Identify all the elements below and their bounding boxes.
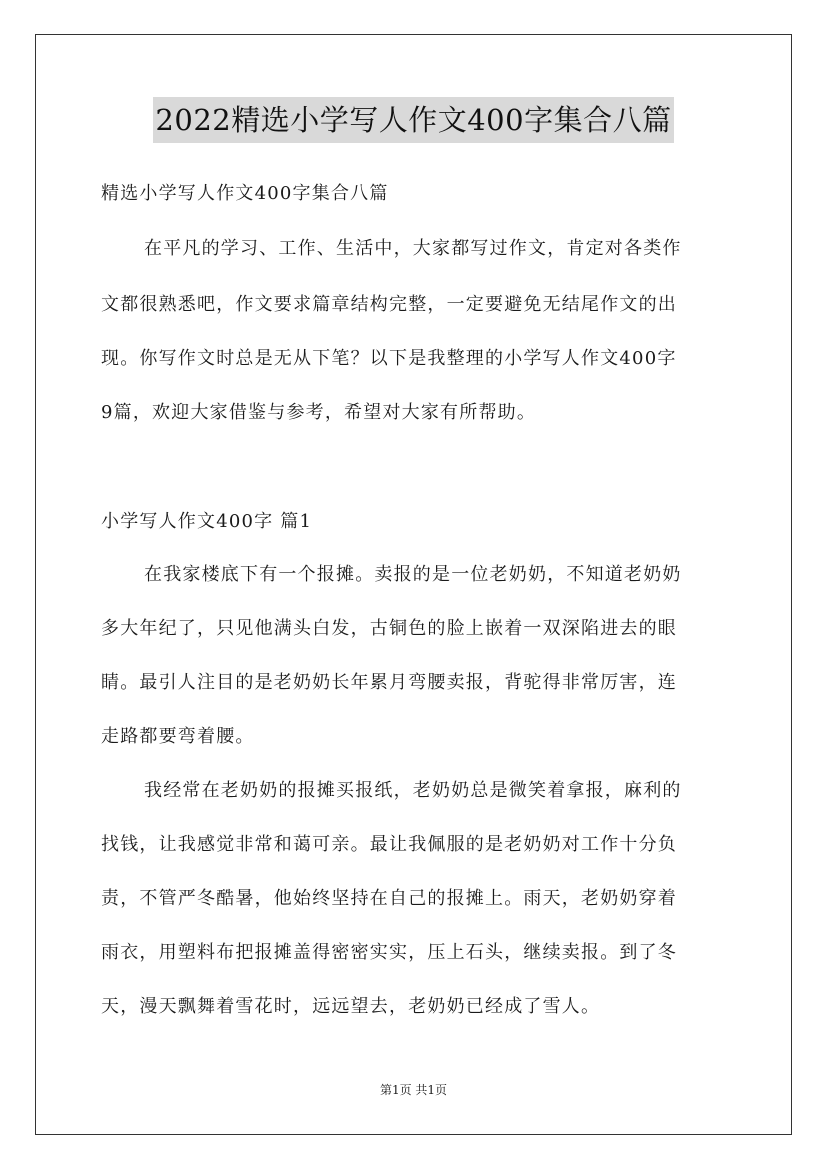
document-title: 2022精选小学写人作文400字集合八篇 xyxy=(153,97,673,143)
intro-line: 文都很熟悉吧，作文要求篇章结构完整，一定要避免无结尾作文的出 xyxy=(101,294,677,315)
section-heading: 小学写人作文400字 篇1 xyxy=(101,511,313,532)
paragraph-line: 责，不管严冬酷暑，他始终坚持在自己的报摊上。雨天，老奶奶穿着 xyxy=(101,888,677,909)
paragraph-line: 天，漫天飘舞着雪花时，远远望去，老奶奶已经成了雪人。 xyxy=(101,996,601,1017)
title-container xyxy=(0,97,827,143)
paragraph-line: 睛。最引人注目的是老奶奶长年累月弯腰卖报，背驼得非常厉害，连 xyxy=(101,672,677,693)
document-subtitle: 精选小学写人作文400字集合八篇 xyxy=(101,183,389,204)
intro-line: 现。你写作文时总是无从下笔？以下是我整理的小学写人作文400字 xyxy=(101,348,677,369)
paragraph-line: 雨衣，用塑料布把报摊盖得密密实实，压上石头，继续卖报。到了冬 xyxy=(101,942,677,963)
paragraph-line: 多大年纪了，只见他满头白发，古铜色的脸上嵌着一双深陷进去的眼 xyxy=(101,618,677,639)
intro-line: 9篇，欢迎大家借鉴与参考，希望对大家有所帮助。 xyxy=(101,402,537,423)
page-footer: 第1页 共1页 xyxy=(379,1083,448,1097)
paragraph-line: 我经常在老奶奶的报摊买报纸，老奶奶总是微笑着拿报，麻利的 xyxy=(144,780,682,801)
paragraph-line: 找钱，让我感觉非常和蔼可亲。最让我佩服的是老奶奶对工作十分负 xyxy=(101,834,677,855)
paragraph-line: 走路都要弯着腰。 xyxy=(101,726,255,747)
intro-line: 在平凡的学习、工作、生活中，大家都写过作文，肯定对各类作 xyxy=(144,238,682,259)
paragraph-line: 在我家楼底下有一个报摊。卖报的是一位老奶奶，不知道老奶奶 xyxy=(144,564,682,585)
